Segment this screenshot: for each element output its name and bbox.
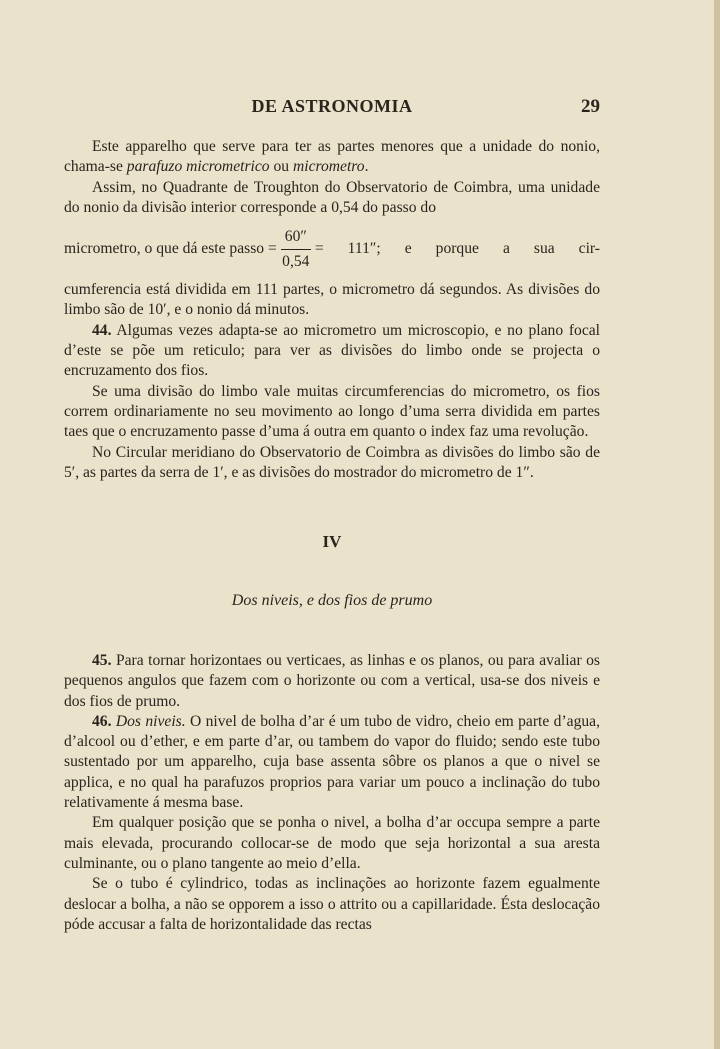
fraction-numerator: 60″ (281, 227, 311, 250)
paragraph: No Circular meridiano do Observatorio de Coimbra as divisões do limbo são de 5′, as partes da serra de 1′, e as divisões do mostrador do micrometro de 1″. (64, 443, 600, 481)
paragraph: Assim, no Quadrante de Troughton do Observatorio de Coimbra, uma unidade do nonio da divisão interior corresponde a 0,54 do passo do (64, 178, 600, 216)
text-block-top (64, 137, 600, 483)
fraction-denominator: 0,54 (282, 252, 310, 270)
formula-prefix: micrometro, o que dá este passo = (64, 240, 277, 258)
page-header (64, 96, 600, 126)
text-block-bottom (64, 651, 600, 935)
paragraph: 44. Algumas vezes adapta-se ao micrometro um microscopio, e no plano focal d’este se põe um reticulo; para ver as divisões do limbo onde se projecta o encruzamento dos fios. (64, 321, 600, 380)
paragraph: Se uma divisão do limbo vale muitas circumferencias do micrometro, os fios correm ordinariamente no seu movimento ao longo d’uma serra dividida em partes taes que o encruzamento passe d’uma á outra em quanto o index faz uma revolução. (64, 382, 600, 441)
paragraph: Se o tubo é cylindrico, todas as inclinações ao horizonte fazem egualmente deslocar a bolha, a não se opporem a isso o attrito ou a capillaridade. Ésta deslocação póde accusar a falta de horizontalidade das rectas (64, 875, 600, 933)
paragraph-heading: Dos niveis. (111, 712, 186, 730)
section-number: IV (322, 532, 342, 551)
paragraph: 46. Dos niveis. O nivel de bolha d’ar é um tubo de vidro, cheio em parte d’agua, d’alcool ou d’ether, e em parte d’ar, ou tambem do vapor do fluido; sendo este tubo sustentado por um apparelho, cuja base assenta sôbre os planos a que o nivel se applica, e no qual ha parafuzos proprios para variar um pouco a inclinação do tubo relativamente á mesma base. (64, 712, 600, 812)
formula-line (64, 218, 600, 280)
paragraph-continuation: cumferencia está dividida em 111 partes, o micrometro dá segundos. As divisões do limbo são de 10′, e o nonio dá minutos. (64, 281, 600, 319)
paragraph: Este apparelho que serve para ter as partes menores que a unidade do nonio, chama-se parafuzo micrometrico ou micrometro. (64, 138, 600, 176)
page-number: 29 (581, 96, 600, 117)
formula-suffix: = 111″; e porque a sua cir- (314, 240, 600, 258)
fraction (281, 227, 311, 272)
paragraph-number: 46. (92, 712, 112, 730)
paragraph: 45. Para tornar horizontaes ou verticaes, as linhas e os planos, ou para avaliar os pequenos angulos que fazem com o horizonte ou com a vertical, usa-se dos niveis e dos fios de prumo. (64, 652, 600, 710)
paragraph-number: 44. (92, 321, 112, 339)
running-title: DE ASTRONOMIA (251, 96, 413, 116)
paragraph-number: 45. (92, 652, 112, 669)
section-title: Dos niveis, e dos fios de prumo (231, 592, 433, 609)
paragraph: Em qualquer posição que se ponha o nivel, a bolha d’ar occupa sempre a parte mais elevada, procurando collocar-se de modo que seja horizontal a sua aresta culminante, ou o plano tangente ao meio d’ella. (64, 814, 600, 872)
